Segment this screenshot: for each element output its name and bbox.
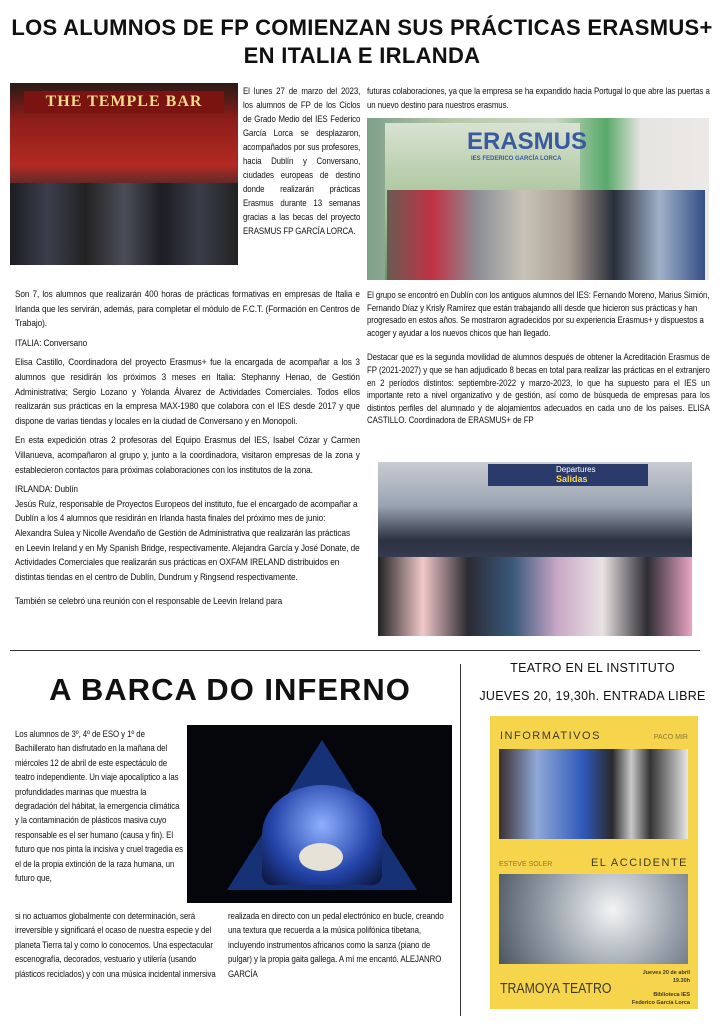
sidebar-subheading: JUEVES 20, 19,30h. ENTRADA LIBRE	[479, 689, 706, 703]
sidebar-heading: TEATRO EN EL INSTITUTO	[510, 661, 675, 675]
airport-photo	[378, 462, 692, 636]
column-divider	[460, 664, 461, 1016]
italia-heading: ITALIA: Conversano	[15, 337, 88, 349]
departures-sign: Departures	[556, 465, 596, 474]
poster-author1: PACO MIR	[653, 734, 688, 741]
poster-company: TRAMOYA TEATRO	[500, 980, 612, 997]
temple-bar-photo	[10, 83, 238, 265]
theatre-text-a: Los alumnos de 3º, 4º de ESO y 1º de Bachillerato han disfrutado en la mañana del miércoles 12 de abril de este espectáculo de teatro independiente. Un viaje apocalíptico a las profundidades marinas que muestra la degradación del hábitat, la emergencia climática y la contaminación de plásticos masiva cuyo responsable es el ser humano (causa y fin). El futuro que nos pinta la incisiva y cruel tragedia es el de la propia extinción de la raza humana, un futuro que,	[15, 729, 184, 885]
text-column-left	[15, 288, 360, 615]
theatre-text-c: realizada en directo con un pedal electrónico en bucle, creando una textura que recuerda a la música polifónica tibetana, incluyendo instrumentos africanos como la sanza (piano de pulgar) y la propia gaita gallega. A mí me encantó. ALEJANRO GARCÍA	[228, 911, 444, 980]
poster-venue1: Biblioteca IES	[653, 992, 690, 998]
reunion-paragraph: También se celebró una reunión con el responsable de Leevin Ireland para	[15, 596, 283, 608]
poster-date: Jueves 20 de abril	[642, 970, 690, 976]
poster-author2: ESTEVE SOLER	[499, 861, 553, 868]
poster-venue2: Federico García Lorca	[631, 1000, 690, 1006]
broken-glass-image	[499, 874, 688, 964]
irlanda-paragraph: Jesús Ruíz, responsable de Proyectos Europeos del instituto, fue el encargado de acompañar a Dublín a los 4 alumnos que residirán en Irlanda hasta finales del próximo mes de junio: Alexandra Sulea y Nicolle Avendaño de Gestión de Administrativa que realizarán las prácticas en Leevin Ireland y en My Spanish Bridge, respectivamente. Alejandra García y José Donate, de Actividades Comerciales que realizarán sus prácticas en OXFAM IRELAND distribuidos en distintas tiendas en el centro de Dublín, Dundrum y Ringsend respectivamente.	[15, 498, 360, 583]
expedicion-paragraph: En esta expedición otras 2 profesoras del Equipo Erasmus del IES, Isabel Cózar y Carmen Villanueva, acompañaron al grupo y, junto a la coordinadora, visitaron empresas de la zona y establecieron contactos para próximas colaboraciones con los institutos de la zona.	[15, 435, 360, 476]
destacar-paragraph: Destacar que es la segunda movilidad de alumnos después de obtener la Acreditación Erasmus de FP (2021-2027) y que se han adjudicado 8 becas en total para realizar las prácticas en el extranjero en 2 períodos distintos: septiembre-2022 y marzo-2023, lo que ha supuesto para el IES un importante reto a nivel organizativo y de gestión, así como de búsqueda de empresas para los distintos perfiles del alumnado y de alojamientos adecuados en cada uno de los países. ELISA CASTILLO. Coordinadora de ERASMUS+ de FP	[367, 352, 710, 427]
article-title: LOS ALUMNOS DE FP COMIENZAN SUS PRÁCTICAS ERASMUS+ EN ITALIA E IRLANDA	[11, 15, 713, 68]
reunion-continuation: futuras colaboraciones, ya que la empresa se ha expandido hacia Portugal lo que abre las puertas a un nuevo destino para nuestros erasmus.	[367, 86, 710, 111]
intro-text: El lunes 27 de marzo del 2023, los alumnos de FP de los Ciclos de Grado Medio del IES Federico García Lorca se desplazaron, acompañados por sus profesores, hacia Dublín y Conversano, ciudades europeas de destino donde realizarán prácticas Erasmus durante 13 semanas gracias a las becas del proyecto ERASMUS FP GARCÍA LORCA.	[243, 86, 361, 237]
section-divider	[10, 650, 700, 651]
temple-bar-sign: THE TEMPLE BAR	[24, 91, 224, 113]
poster-time: 19.30h	[672, 978, 690, 984]
theatre-text-b: si no actuamos globalmente con determinación, será irreversible y significará el ocaso de nuestra especie y del planeta Tierra tal y como lo conocemos. Una espectacular escenografía, decorados, vestuario y utilería (usando plásticos reciclados) y con una música incidental inmersiva	[15, 911, 216, 980]
poster-play1: INFORMATIVOS	[500, 730, 601, 742]
theatre-stage-photo	[187, 725, 452, 903]
erasmus-banner-subtitle: IES FEDERICO GARCÍA LORCA	[471, 156, 562, 162]
grupo-paragraph: El grupo se encontró en Dublín con los antiguos alumnos del IES: Fernando Moreno, Marius Simión, Fernando Díaz y Krisly Ramírez que están trabajando allí desde que hicieron sus prácticas y han progresado en estos años. Se mostraron agradecidos por su experiencia Erasmus+ y dispuestos a acoger y ayudar a los nuevos chicos que han llegado.	[367, 290, 710, 339]
salidas-sign: Salidas	[556, 474, 588, 484]
poster-details	[632, 969, 690, 1007]
students-paragraph: Son 7, los alumnos que realizarán 400 horas de prácticas formativas en empresas de Italia e Irlanda que les servirán, además, para completar el módulo de F.C.T. (Formación en Centros de Trabajo).	[15, 289, 360, 330]
poster-play2: EL ACCIDENTE	[590, 857, 688, 869]
text-column-right	[367, 290, 710, 433]
theatre-poster	[490, 716, 698, 1009]
erasmus-banner-title: ERASMUS	[467, 128, 588, 155]
italia-paragraph: Elisa Castillo, Coordinadora del proyecto Erasmus+ fue la encargada de acompañar a los 3 alumnos que residirán los próximos 3 meses en Italia: Stephanny Henao, de Gestión Administrativa; Sergio Lozano y Yolanda Álvarez de Actividades Comerciales. Todos ellos realizarán sus prácticas en la empresa MAX-1980 que colabora con el IES desde 2017 y que dispone de varias tiendas y locales en la ciudad de Conversano y en Monopoli.	[15, 357, 360, 427]
irlanda-heading: IRLANDA: Dublín	[15, 484, 78, 496]
radio-studio-image	[499, 749, 688, 839]
theatre-article-title: A BARCA DO INFERNO	[49, 672, 411, 707]
erasmus-group-photo	[367, 118, 709, 280]
